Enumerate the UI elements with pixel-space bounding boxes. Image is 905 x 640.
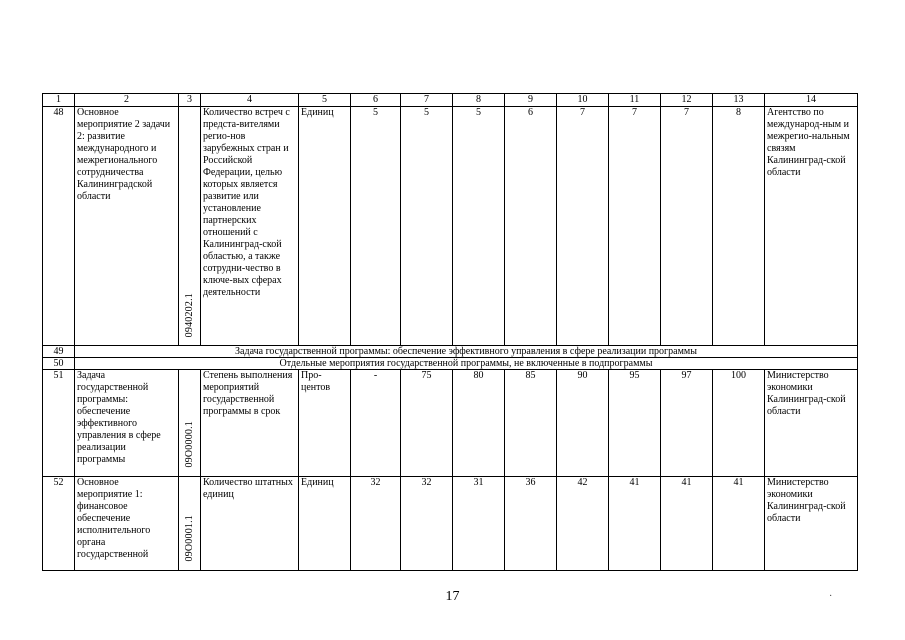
header-cell: 5 [299, 94, 351, 107]
row-number: 50 [43, 358, 75, 370]
value-cell: 7 [661, 107, 713, 346]
header-cell: 10 [557, 94, 609, 107]
responsible: Министерство экономики Калининград-ской области [765, 370, 858, 477]
header-cell: 13 [713, 94, 765, 107]
value-cell: - [351, 370, 401, 477]
measure-code [179, 370, 201, 477]
measure-name: Основное мероприятие 2 задачи 2: развитие международного и межрегионального сотрудничества Калининградской области [75, 107, 179, 346]
responsible: Агентство по международ-ным и межрегио-нальным связям Калининград-ской области [765, 107, 858, 346]
value-cell: 5 [401, 107, 453, 346]
responsible: Министерство экономики Калининград-ской области [765, 477, 858, 571]
indicators-table [42, 93, 858, 571]
table-row [43, 346, 858, 358]
table-row [43, 358, 858, 370]
header-cell: 1 [43, 94, 75, 107]
measure-name: Основное мероприятие 1: финансовое обеспечение исполнительного органа государственной [75, 477, 179, 571]
value-cell: 95 [609, 370, 661, 477]
value-cell: 32 [351, 477, 401, 571]
page-number: 17 [445, 589, 460, 604]
header-cell: 9 [505, 94, 557, 107]
header-cell: 8 [453, 94, 505, 107]
row-number: 52 [43, 477, 75, 571]
header-row [43, 94, 858, 107]
value-cell: 36 [505, 477, 557, 571]
indicator-name: Количество встреч с предста-вителями регио-нов зарубежных стран и Российской Федерации, целью которых является развитие или установление партнерских отношений с Калининград-ской областью, а также сотрудни-чество в ключе-вых сферах деятельности [201, 107, 299, 346]
row-number: 48 [43, 107, 75, 346]
section-title: Отдельные мероприятия государственной программы, не включенные в подпрограммы [75, 358, 858, 370]
unit: Единиц [299, 107, 351, 346]
row-number: 51 [43, 370, 75, 477]
header-cell: 3 [179, 94, 201, 107]
value-cell: 41 [609, 477, 661, 571]
code-text: 0940202.1 [183, 292, 195, 337]
measure-code [179, 477, 201, 571]
header-cell: 7 [401, 94, 453, 107]
row-number: 49 [43, 346, 75, 358]
value-cell: 7 [609, 107, 661, 346]
value-cell: 6 [505, 107, 557, 346]
header-cell: 4 [201, 94, 299, 107]
header-cell: 6 [351, 94, 401, 107]
value-cell: 42 [557, 477, 609, 571]
value-cell: 7 [557, 107, 609, 346]
value-cell: 97 [661, 370, 713, 477]
table-row [43, 477, 858, 571]
value-cell: 8 [713, 107, 765, 346]
unit: Про-центов [299, 370, 351, 477]
header-cell: 14 [765, 94, 858, 107]
value-cell: 5 [453, 107, 505, 346]
table-row [43, 107, 858, 346]
header-cell: 12 [661, 94, 713, 107]
section-title: Задача государственной программы: обеспечение эффективного управления в сфере реализации программы [75, 346, 858, 358]
indicator-name: Степень выполнения мероприятий государственной программы в срок [201, 370, 299, 477]
code-text: 09О0000.1 [183, 421, 195, 468]
value-cell: 85 [505, 370, 557, 477]
code-text: 09О0001.1 [183, 515, 195, 562]
value-cell: 32 [401, 477, 453, 571]
value-cell: 41 [661, 477, 713, 571]
value-cell: 90 [557, 370, 609, 477]
header-cell: 2 [75, 94, 179, 107]
indicator-name: Количество штатных единиц [201, 477, 299, 571]
measure-code [179, 107, 201, 346]
header-cell: 11 [609, 94, 661, 107]
value-cell: 100 [713, 370, 765, 477]
scan-speck: · [829, 591, 833, 602]
value-cell: 80 [453, 370, 505, 477]
measure-name: Задача государственной программы: обеспечение эффективного управления в сфере реализации программы [75, 370, 179, 477]
value-cell: 41 [713, 477, 765, 571]
table-row [43, 370, 858, 477]
value-cell: 75 [401, 370, 453, 477]
value-cell: 31 [453, 477, 505, 571]
unit: Единиц [299, 477, 351, 571]
value-cell: 5 [351, 107, 401, 346]
